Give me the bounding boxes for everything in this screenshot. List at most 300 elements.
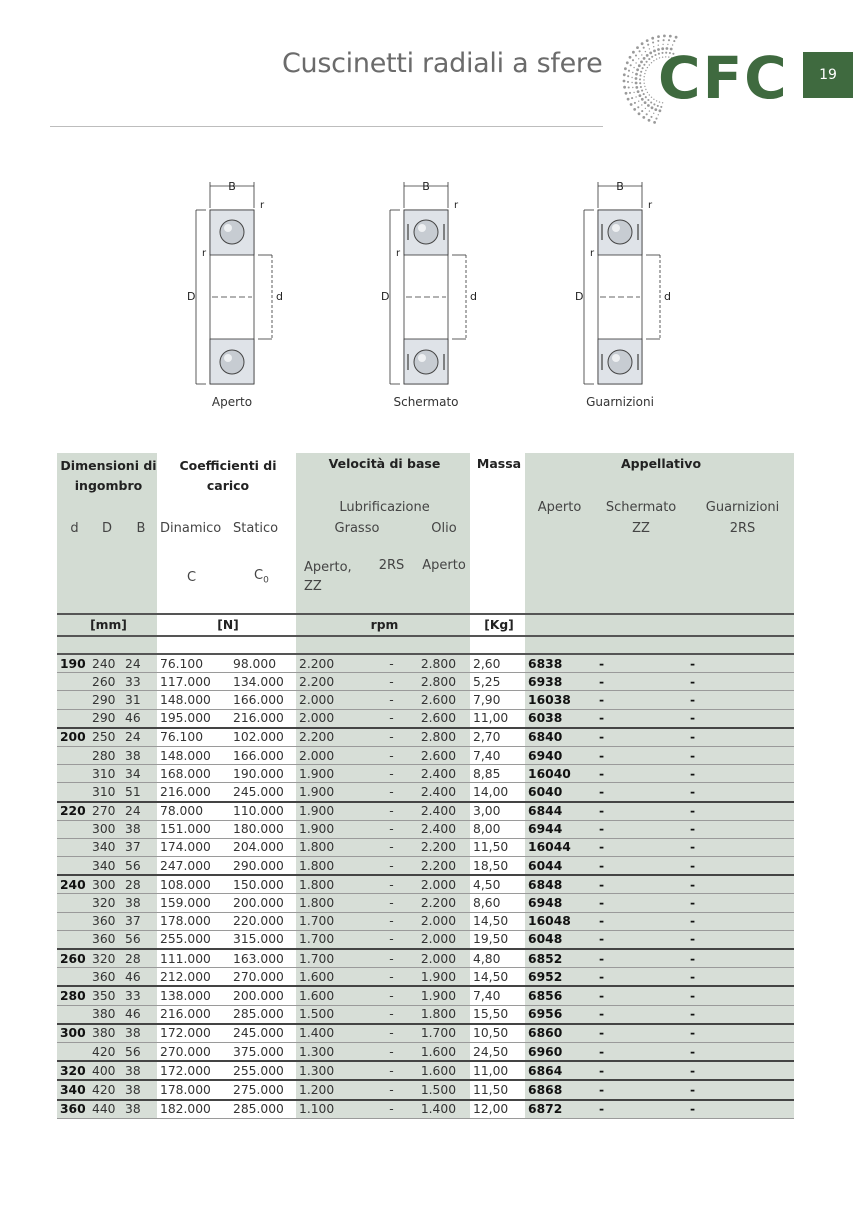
cell-B: 46 (122, 968, 157, 987)
header-grasso: Grasso (334, 520, 380, 536)
cell-dinamico: 255.000 (157, 930, 230, 949)
cell-aperto: 6952 (525, 968, 591, 987)
cell-grasso-2rs: - (365, 1100, 415, 1119)
cell-dinamico: 148.000 (157, 691, 230, 709)
cell-olio: 2.400 (415, 802, 470, 821)
logo-dot (623, 86, 626, 89)
cell-B: 33 (122, 986, 157, 1005)
cell-d: 220 (57, 802, 89, 821)
logo-dot (641, 90, 643, 92)
logo-dot (657, 35, 660, 38)
header-col-aperto: Aperto (422, 558, 466, 573)
cell-grasso-zz: 1.600 (296, 986, 365, 1005)
cell-olio: 1.700 (415, 1024, 470, 1043)
cell-d (57, 673, 89, 691)
cell-dinamico: 174.000 (157, 838, 230, 856)
logo-dot (654, 108, 657, 111)
cell-B: 24 (122, 802, 157, 821)
cell-B: 51 (122, 783, 157, 802)
logo-dot (643, 79, 644, 80)
cell-D: 360 (89, 968, 122, 987)
cell-grasso-2rs: - (365, 1061, 415, 1080)
cell-olio: 2.200 (415, 857, 470, 876)
cell-D: 420 (89, 1080, 122, 1099)
cell-schermato: - (591, 949, 688, 968)
header-guarnizioni: Guarnizioni (705, 499, 780, 515)
cell-grasso-2rs: - (365, 820, 415, 838)
bearing-diagram-0 (172, 178, 292, 418)
radius-label: r (590, 248, 595, 259)
logo-dot (653, 113, 654, 114)
logo-dot (635, 96, 636, 97)
cell-aperto: 6048 (525, 930, 591, 949)
cell-D: 380 (89, 1005, 122, 1024)
cell-grasso-zz: 2.200 (296, 673, 365, 691)
cell-dinamico: 76.100 (157, 728, 230, 747)
logo-dot (663, 39, 665, 41)
bearing-diagram-2 (560, 178, 680, 418)
cell-aperto: 6960 (525, 1042, 591, 1061)
cell-grasso-2rs: - (365, 673, 415, 691)
cell-statico: 270.000 (230, 968, 296, 987)
outer-diameter-label: D (575, 290, 584, 303)
cell-grasso-zz: 1.800 (296, 894, 365, 912)
cell-aperto: 6044 (525, 857, 591, 876)
cell-olio: 2.600 (415, 709, 470, 728)
cell-guarnizioni: - (688, 1100, 794, 1119)
logo-dot (668, 39, 670, 41)
cell-schermato: - (591, 857, 688, 876)
cell-guarnizioni: - (688, 930, 794, 949)
cell-grasso-2rs: - (365, 838, 415, 856)
cell-grasso-zz: 1.300 (296, 1061, 365, 1080)
logo-dot (646, 113, 648, 115)
cell-schermato: - (591, 746, 688, 764)
cell-olio: 2.000 (415, 875, 470, 894)
header-velocita: Velocità di base (328, 456, 441, 471)
logo-dot (645, 70, 646, 71)
cell-statico: 200.000 (230, 986, 296, 1005)
logo-dot (643, 93, 645, 95)
logo-dot (645, 108, 646, 109)
cell-schermato: - (591, 783, 688, 802)
cell-grasso-2rs: - (365, 857, 415, 876)
cell-grasso-2rs: - (365, 1080, 415, 1099)
table-row (57, 949, 794, 968)
table-row (57, 1080, 794, 1099)
logo-dot (641, 110, 643, 112)
logo-dot (669, 35, 672, 38)
cell-D: 350 (89, 986, 122, 1005)
cell-dinamico: 195.000 (157, 709, 230, 728)
cell-schermato: - (591, 691, 688, 709)
cell-schermato: - (591, 986, 688, 1005)
cell-d: 300 (57, 1024, 89, 1043)
cell-massa: 24,50 (470, 1042, 525, 1061)
cell-d (57, 1042, 89, 1061)
logo-dot (631, 82, 632, 83)
logo-dot (646, 61, 648, 63)
cell-d (57, 912, 89, 930)
cell-dinamico: 78.000 (157, 802, 230, 821)
title-underline (50, 126, 603, 127)
cell-D: 340 (89, 857, 122, 876)
cell-d: 260 (57, 949, 89, 968)
diagram-caption: Schermato (393, 395, 459, 409)
cell-D: 290 (89, 709, 122, 728)
cell-B: 33 (122, 673, 157, 691)
cell-d: 200 (57, 728, 89, 747)
cell-D: 300 (89, 875, 122, 894)
logo-dot (635, 54, 637, 56)
cell-D: 380 (89, 1024, 122, 1043)
cell-dinamico: 178.000 (157, 912, 230, 930)
logo-dot (634, 102, 636, 104)
logo-dot (639, 82, 641, 84)
cell-D: 280 (89, 746, 122, 764)
cell-massa: 2,70 (470, 728, 525, 747)
outer-diameter-label: D (187, 290, 196, 303)
cell-olio: 1.600 (415, 1042, 470, 1061)
logo-dot (633, 92, 634, 93)
cell-grasso-zz: 1.900 (296, 820, 365, 838)
cell-D: 320 (89, 949, 122, 968)
cell-aperto: 6856 (525, 986, 591, 1005)
brand-name: CFC (658, 44, 789, 112)
cell-D: 310 (89, 765, 122, 783)
cell-grasso-2rs: - (365, 654, 415, 673)
cell-olio: 2.000 (415, 930, 470, 949)
logo-dot (632, 51, 635, 54)
cell-massa: 7,90 (470, 691, 525, 709)
cell-B: 37 (122, 912, 157, 930)
cell-schermato: - (591, 1042, 688, 1061)
logo-dot (630, 103, 633, 106)
cell-B: 38 (122, 1100, 157, 1119)
logo-dot (639, 78, 641, 80)
cell-aperto: 6956 (525, 1005, 591, 1024)
cell-guarnizioni: - (688, 691, 794, 709)
cell-schermato: - (591, 894, 688, 912)
table-row (57, 1042, 794, 1061)
cell-olio: 1.900 (415, 968, 470, 987)
cell-massa: 5,25 (470, 673, 525, 691)
dimension-B-label: B (616, 180, 624, 193)
cell-dinamico: 247.000 (157, 857, 230, 876)
logo-dot (675, 36, 678, 39)
cell-guarnizioni: - (688, 875, 794, 894)
cell-grasso-2rs: - (365, 930, 415, 949)
header-schermato: Schermato (605, 499, 677, 515)
radius-label: r (648, 200, 653, 211)
logo-dot (648, 58, 650, 60)
cell-guarnizioni: - (688, 838, 794, 856)
cell-d (57, 857, 89, 876)
unit-mm: [mm] (57, 614, 157, 636)
cell-B: 38 (122, 820, 157, 838)
cell-schermato: - (591, 1005, 688, 1024)
table-row (57, 875, 794, 894)
logo-dot (657, 40, 659, 42)
logo-dot (641, 42, 644, 45)
radius-label: r (396, 248, 401, 259)
logo-dot (647, 67, 648, 68)
cell-massa: 8,85 (470, 765, 525, 783)
cell-massa: 7,40 (470, 986, 525, 1005)
cell-dinamico: 76.100 (157, 654, 230, 673)
logo-dot (643, 64, 645, 66)
page-number: 19 (803, 52, 853, 98)
logo-dot (643, 47, 645, 49)
logo-dot (627, 75, 629, 77)
table-row (57, 857, 794, 876)
cell-schermato: - (591, 673, 688, 691)
cell-dinamico: 178.000 (157, 1080, 230, 1099)
cell-olio: 2.000 (415, 949, 470, 968)
cell-schermato: - (591, 838, 688, 856)
table-row (57, 1061, 794, 1080)
cell-dinamico: 159.000 (157, 894, 230, 912)
dimension-B-label: B (422, 180, 430, 193)
cell-grasso-zz: 1.800 (296, 838, 365, 856)
cell-grasso-2rs: - (365, 986, 415, 1005)
table-row (57, 930, 794, 949)
logo-dot (644, 73, 645, 74)
cell-schermato: - (591, 654, 688, 673)
logo-dot (640, 86, 642, 88)
logo-dot (643, 57, 646, 60)
logo-dot (653, 60, 654, 61)
cell-guarnizioni: - (688, 912, 794, 930)
header-C0: $C_0$ (230, 558, 296, 596)
cell-statico: 163.000 (230, 949, 296, 968)
logo-dot (633, 108, 636, 111)
cell-grasso-zz: 1.200 (296, 1080, 365, 1099)
cell-grasso-zz: 1.500 (296, 1005, 365, 1024)
cell-D: 440 (89, 1100, 122, 1119)
dimension-B-label: B (228, 180, 236, 193)
logo-dot (632, 72, 633, 73)
logo-dot (645, 89, 646, 90)
cell-grasso-zz: 1.700 (296, 930, 365, 949)
cell-massa: 18,50 (470, 857, 525, 876)
header-d: d (70, 520, 79, 536)
logo-dot (652, 41, 654, 43)
cell-dinamico: 216.000 (157, 783, 230, 802)
header-lubrificazione: Lubrificazione (339, 499, 430, 515)
logo-dot (641, 104, 642, 105)
cell-D: 420 (89, 1042, 122, 1061)
cell-B: 56 (122, 1042, 157, 1061)
cell-grasso-2rs: - (365, 691, 415, 709)
logo-dot (637, 90, 640, 93)
cell-B: 28 (122, 949, 157, 968)
diagram-caption: Guarnizioni (586, 395, 654, 409)
cell-olio: 2.400 (415, 783, 470, 802)
page-title: Cuscinetti radiali a sfere (282, 48, 603, 79)
cell-olio: 1.600 (415, 1061, 470, 1080)
cell-aperto: 6838 (525, 654, 591, 673)
cell-statico: 200.000 (230, 894, 296, 912)
cfc-logo (618, 30, 808, 130)
cell-B: 38 (122, 1080, 157, 1099)
logo-dot (638, 101, 639, 102)
cell-statico: 110.000 (230, 802, 296, 821)
cell-olio: 1.800 (415, 1005, 470, 1024)
logo-dot (628, 86, 630, 88)
cell-grasso-2rs: - (365, 949, 415, 968)
header-C: C (157, 558, 230, 596)
cell-grasso-2rs: - (365, 1005, 415, 1024)
table-row (57, 783, 794, 802)
cell-grasso-zz: 2.200 (296, 728, 365, 747)
cell-grasso-zz: 1.900 (296, 765, 365, 783)
table-row (57, 765, 794, 783)
cell-aperto: 6872 (525, 1100, 591, 1119)
logo-dot (653, 50, 656, 53)
cell-B: 46 (122, 1005, 157, 1024)
logo-dot (633, 67, 634, 68)
cell-guarnizioni: - (688, 765, 794, 783)
cell-statico: 190.000 (230, 765, 296, 783)
logo-dot (653, 103, 655, 105)
cell-statico: 255.000 (230, 1061, 296, 1080)
cell-d (57, 838, 89, 856)
logo-dot (642, 67, 644, 69)
cell-massa: 8,60 (470, 894, 525, 912)
outer-diameter-label: D (381, 290, 390, 303)
cell-d: 190 (57, 654, 89, 673)
table-row (57, 838, 794, 856)
logo-dot (638, 112, 641, 115)
cell-aperto: 16040 (525, 765, 591, 783)
logo-dot (663, 35, 666, 38)
cell-statico: 204.000 (230, 838, 296, 856)
bearing-diagram-1 (366, 178, 486, 418)
logo-dot (646, 54, 649, 57)
cell-schermato: - (591, 912, 688, 930)
header-col-2rs: 2RS (378, 558, 405, 573)
cell-statico: 166.000 (230, 746, 296, 764)
cell-B: 38 (122, 1061, 157, 1080)
cell-schermato: - (591, 1061, 688, 1080)
cell-massa: 14,50 (470, 912, 525, 930)
cell-olio: 2.600 (415, 691, 470, 709)
header-aperto: Aperto (537, 499, 582, 515)
header-statico: Statico (230, 518, 296, 538)
table-row (57, 1100, 794, 1119)
cell-grasso-zz: 1.600 (296, 968, 365, 987)
cell-guarnizioni: - (688, 857, 794, 876)
cell-aperto: 16048 (525, 912, 591, 930)
logo-dot (639, 74, 641, 76)
cell-guarnizioni: - (688, 746, 794, 764)
cell-aperto: 6938 (525, 673, 591, 691)
header-massa: Massa (470, 453, 525, 496)
cell-aperto: 6948 (525, 894, 591, 912)
cell-massa: 7,40 (470, 746, 525, 764)
cell-massa: 12,00 (470, 1100, 525, 1119)
logo-dot (630, 64, 632, 66)
cell-statico: 216.000 (230, 709, 296, 728)
cell-statico: 245.000 (230, 1024, 296, 1043)
logo-dot (650, 116, 652, 118)
cell-dinamico: 148.000 (157, 746, 230, 764)
cell-aperto: 6040 (525, 783, 591, 802)
cell-B: 56 (122, 857, 157, 876)
logo-dot (631, 97, 633, 99)
cell-guarnizioni: - (688, 654, 794, 673)
cell-grasso-zz: 1.400 (296, 1024, 365, 1043)
diagram-caption: Aperto (211, 395, 253, 409)
header-appellativo: Appellativo (621, 456, 702, 471)
cell-aperto: 6038 (525, 709, 591, 728)
cell-statico: 375.000 (230, 1042, 296, 1061)
cell-statico: 315.000 (230, 930, 296, 949)
unit-rpm: rpm (296, 614, 470, 636)
cell-guarnizioni: - (688, 1005, 794, 1024)
logo-dot (644, 101, 647, 104)
cell-grasso-zz: 2.000 (296, 691, 365, 709)
cell-statico: 290.000 (230, 857, 296, 876)
cell-massa: 4,80 (470, 949, 525, 968)
cell-guarnizioni: - (688, 820, 794, 838)
cell-grasso-2rs: - (365, 783, 415, 802)
cell-olio: 2.600 (415, 746, 470, 764)
table-row (57, 1005, 794, 1024)
cell-D: 340 (89, 838, 122, 856)
cell-d: 340 (57, 1080, 89, 1099)
cell-guarnizioni: - (688, 1024, 794, 1043)
cell-statico: 134.000 (230, 673, 296, 691)
header-dimensioni: Dimensioni di ingombro (60, 458, 157, 493)
cell-olio: 2.400 (415, 765, 470, 783)
logo-dot (639, 94, 642, 97)
cell-guarnizioni: - (688, 673, 794, 691)
logo-dot (647, 104, 650, 107)
cell-massa: 10,50 (470, 1024, 525, 1043)
logo-dot (649, 110, 650, 111)
logo-dot (654, 54, 656, 56)
table-row (57, 654, 794, 673)
cell-massa: 15,50 (470, 1005, 525, 1024)
logo-dot (625, 92, 628, 95)
cell-statico: 166.000 (230, 691, 296, 709)
logo-dot (650, 101, 652, 103)
cell-grasso-2rs: - (365, 1042, 415, 1061)
cell-B: 24 (122, 654, 157, 673)
cell-guarnizioni: - (688, 894, 794, 912)
cell-d (57, 1005, 89, 1024)
cell-aperto: 6940 (525, 746, 591, 764)
cell-schermato: - (591, 1080, 688, 1099)
cell-d: 240 (57, 875, 89, 894)
cell-massa: 11,50 (470, 838, 525, 856)
logo-dot (646, 39, 649, 42)
logo-dot (648, 119, 651, 122)
table-row (57, 728, 794, 747)
logo-dot (644, 83, 645, 84)
logo-dot (628, 70, 630, 72)
logo-dot (653, 121, 656, 124)
cell-dinamico: 216.000 (157, 1005, 230, 1024)
logo-dot (636, 46, 639, 49)
logo-dot (658, 114, 659, 115)
cell-aperto: 16038 (525, 691, 591, 709)
logo-dot (635, 73, 638, 76)
cell-olio: 2.800 (415, 728, 470, 747)
cell-schermato: - (591, 875, 688, 894)
